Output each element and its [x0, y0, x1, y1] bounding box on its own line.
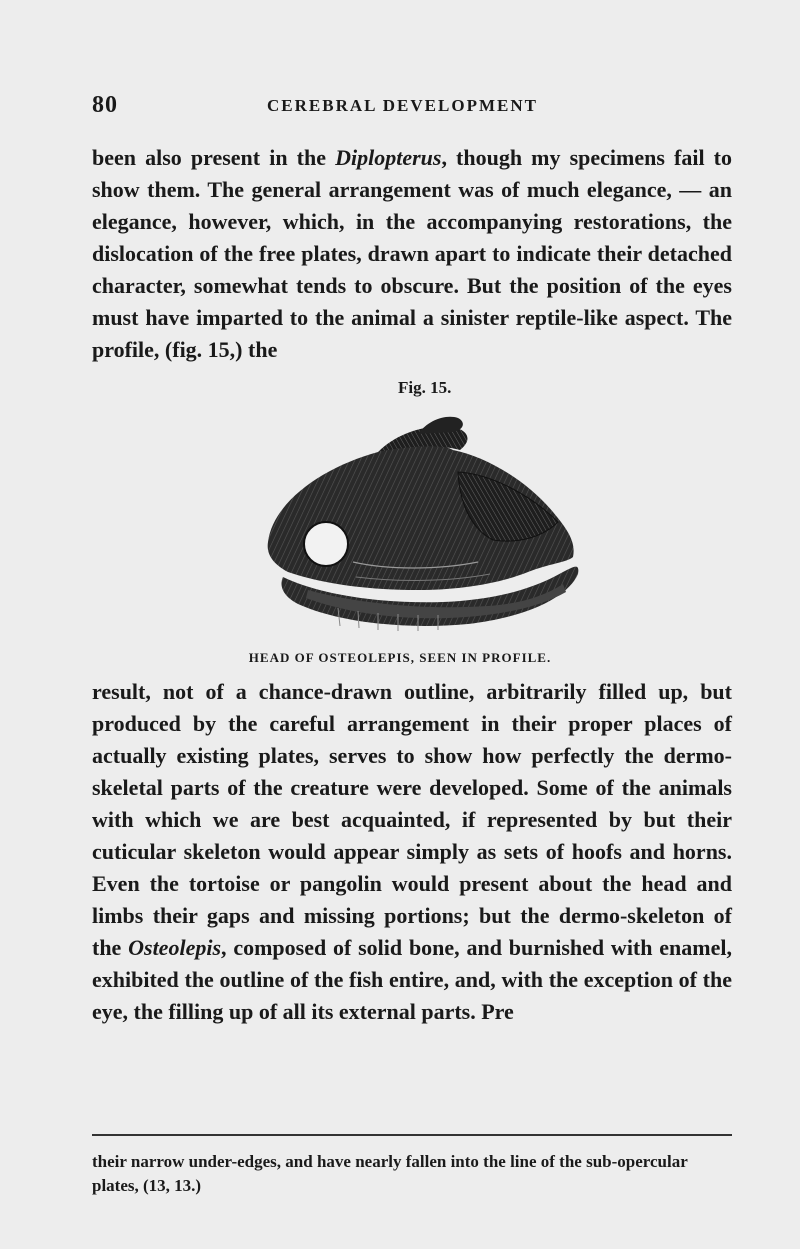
- genus-name-osteolepis: Osteolepis: [128, 935, 222, 960]
- paragraph-bottom-text-1: result, not of a chance-drawn outline, arbitrarily filled up, but produced by the careful arrangement in their proper places of actually existing plates, serves to show how perfectly the dermo-skeletal parts of the creature were developed. Some of the animals with which we are best acquainted, if represented by but their cuticular skeleton would appear simply as sets of hoofs and horns. Even the tortoise or pangolin would present about the head and limbs their gaps and missing portions; but the dermo-skeleton of the: [92, 679, 732, 960]
- paragraph-top-text-2: , though my specimens fail to show them. The general arrangement was of much elegance, — an elegance, however, which, in the accompanying restorations, the dislocation of the free plates, drawn apart to indicate their detached character, somewhat tends to obscure. But the position of the eyes must have imparted to the animal a sinister reptile-like aspect. The profile, (fig. 15,) the: [92, 145, 732, 362]
- genus-name-diplopterus: Diplopterus: [335, 145, 442, 170]
- running-title: CEREBRAL DEVELOPMENT: [267, 96, 538, 115]
- running-head: [92, 92, 732, 122]
- figure-label: Fig. 15.: [398, 378, 452, 397]
- footnote: their narrow under-edges, and have nearly fallen into the line of the sub-opercular plates, (13, 13.): [92, 1152, 688, 1195]
- footnote-rule: [92, 1134, 732, 1136]
- paragraph-top-text-1: been also present in the: [92, 145, 336, 170]
- paragraph-bottom: [92, 676, 732, 1028]
- eye: [304, 522, 348, 566]
- paragraph-top: [92, 142, 732, 366]
- paragraph-bottom-text-2: , composed of solid bone, and burnished with enamel, exhibited the outline of the fish entire, and, with the exception of the eye, the filling up of all its external parts. Pre: [92, 935, 732, 1024]
- fish-head-illustration: [228, 412, 588, 648]
- figure-caption: HEAD OF OSTEOLEPIS, SEEN IN PROFILE.: [248, 650, 552, 665]
- page-number: 80: [92, 92, 118, 118]
